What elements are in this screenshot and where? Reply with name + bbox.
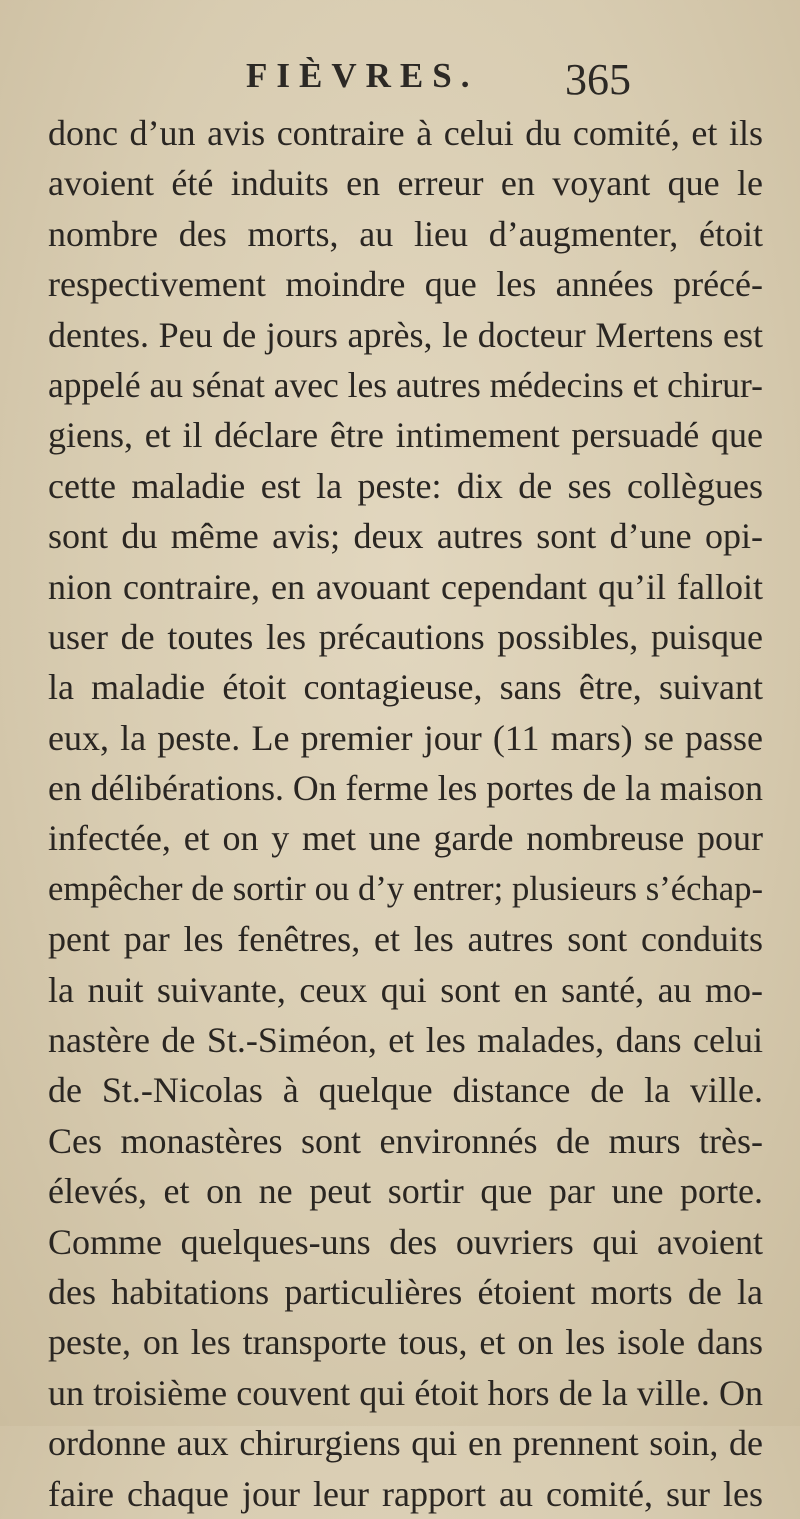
text-line: giens, et il déclare être intimement persuadé que	[48, 415, 763, 456]
text-line: pent par les fenêtres, et les autres sont conduits	[48, 919, 763, 960]
text-line: la nuit suivante, ceux qui sont en santé, au mo-	[48, 969, 763, 1010]
text-line: donc d’un avis contraire à celui du comité, et ils	[48, 113, 763, 153]
text-line: Ces monastères sont environnés de murs très-	[48, 1120, 763, 1161]
text-line: faire chaque jour leur rapport au comité, sur les	[48, 1473, 763, 1514]
body-text	[48, 108, 763, 1519]
text-line: sont du même avis; deux autres sont d’une opi-	[48, 516, 763, 557]
text-line: cette maladie est la peste: dix de ses collègues	[48, 465, 763, 506]
text-line: empêcher de sortir ou d’y entrer; plusieurs s’échap-	[48, 869, 763, 908]
text-line: un troisième couvent qui étoit hors de la ville. On	[48, 1372, 763, 1413]
text-line: appelé au sénat avec les autres médecins et chirur-	[48, 364, 763, 405]
text-line: respectivement moindre que les années précé-	[48, 264, 763, 305]
text-line: peste, on les transporte tous, et on les isole dans	[48, 1322, 763, 1363]
text-line: élevés, et on ne peut sortir que par une porte.	[48, 1171, 763, 1212]
text-line: ordonne aux chirurgiens qui en prennent soin, de	[48, 1423, 763, 1464]
page-number: 365	[565, 55, 631, 104]
text-line: nastère de St.-Siméon, et les malades, dans celui	[48, 1020, 763, 1061]
text-line: user de toutes les précautions possibles, puisque	[48, 616, 763, 657]
running-title: FIÈVRES.	[246, 56, 479, 95]
text-line: eux, la peste. Le premier jour (11 mars) se passe	[48, 717, 763, 758]
text-line: nion contraire, en avouant cependant qu’il falloit	[48, 566, 763, 607]
text-line: des habitations particulières étoient morts de la	[48, 1271, 763, 1312]
text-line: avoient été induits en erreur en voyant que le	[48, 163, 763, 204]
text-line: dentes. Peu de jours après, le docteur Mertens est	[48, 314, 763, 355]
text-line: infectée, et on y met une garde nombreuse pour	[48, 818, 763, 859]
running-head	[0, 54, 800, 102]
text-line: de St.-Nicolas à quelque distance de la ville.	[48, 1070, 763, 1111]
text-line: nombre des morts, au lieu d’augmenter, étoit	[48, 213, 763, 254]
text-line: Comme quelques-uns des ouvriers qui avoient	[48, 1221, 763, 1262]
text-line: en délibérations. On ferme les portes de la maison	[48, 768, 763, 809]
text-line: la maladie étoit contagieuse, sans être, suivant	[48, 667, 763, 708]
